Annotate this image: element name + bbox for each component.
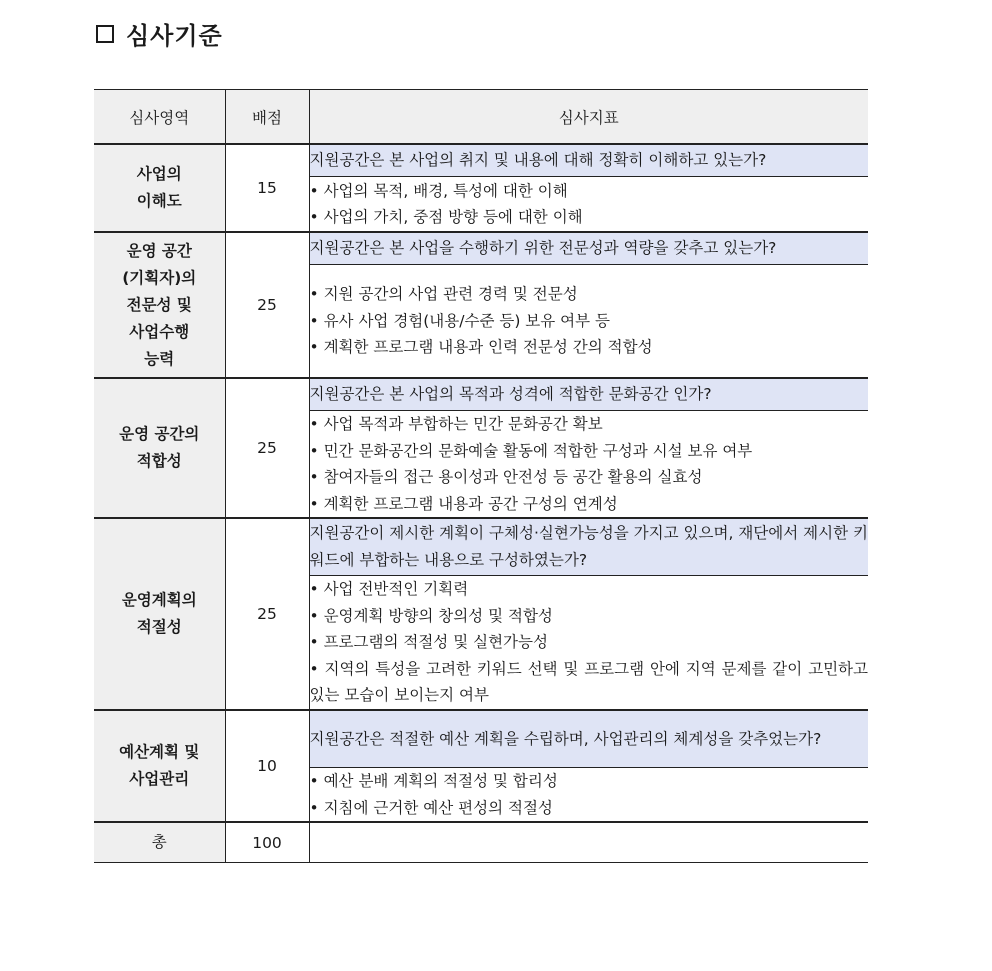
area-line: 적합성 bbox=[136, 452, 182, 470]
indicator-item: • 민간 문화공간의 문화예술 활동에 적합한 구성과 시설 보유 여부 bbox=[309, 441, 753, 460]
question-cell: 지원공간은 본 사업을 수행하기 위한 전문성과 역량을 갖추고 있는가? bbox=[309, 232, 868, 265]
score-cell: 15 bbox=[225, 144, 309, 232]
area-cell bbox=[94, 144, 225, 232]
area-line: 적절성 bbox=[136, 618, 182, 636]
question-cell: 지원공간은 본 사업의 목적과 성격에 적합한 문화공간 인가? bbox=[309, 378, 868, 411]
total-score: 100 bbox=[225, 822, 309, 863]
indicator-item: • 지역의 특성을 고려한 키워드 선택 및 프로그램 안에 지역 문제를 같이 고민하고 있는 모습이 보이는지 여부 bbox=[309, 659, 868, 705]
indicator-item: • 운영계획 방향의 창의성 및 적합성 bbox=[309, 606, 553, 625]
checkbox-square-icon bbox=[96, 25, 114, 43]
total-label: 총 bbox=[94, 822, 225, 863]
indicator-cell bbox=[309, 768, 868, 823]
area-line: 사업의 bbox=[136, 165, 182, 183]
area-line: (기획자)의 bbox=[122, 268, 197, 287]
indicator-item: • 프로그램의 적절성 및 실현가능성 bbox=[309, 633, 548, 652]
question-cell: 지원공간이 제시한 계획이 구체성·실현가능성을 가지고 있으며, 재단에서 제시한 키워드에 부합하는 내용으로 구성하였는가? bbox=[309, 518, 868, 576]
indicator-item: • 계획한 프로그램 내용과 인력 전문성 간의 적합성 bbox=[309, 338, 653, 357]
table-row bbox=[94, 378, 868, 411]
area-line: 이해도 bbox=[136, 192, 182, 210]
question-cell: 지원공간은 본 사업의 취지 및 내용에 대해 정확히 이해하고 있는가? bbox=[309, 144, 868, 177]
area-line: 전문성 및 bbox=[126, 295, 192, 314]
indicator-cell bbox=[309, 177, 868, 233]
table-row bbox=[94, 518, 868, 576]
score-cell: 25 bbox=[225, 232, 309, 378]
header-score: 배점 bbox=[225, 90, 309, 145]
indicator-item: • 사업의 목적, 배경, 특성에 대한 이해 bbox=[309, 181, 568, 200]
table-row bbox=[94, 144, 868, 177]
score-cell: 10 bbox=[225, 710, 309, 822]
indicator-item: • 계획한 프로그램 내용과 공간 구성의 연계성 bbox=[309, 494, 618, 513]
indicator-item: • 예산 분배 계획의 적절성 및 합리성 bbox=[309, 772, 558, 790]
indicator-cell bbox=[309, 576, 868, 711]
criteria-table bbox=[94, 89, 868, 863]
header-row bbox=[94, 90, 868, 145]
area-line: 운영계획의 bbox=[121, 591, 197, 609]
header-indicator: 심사지표 bbox=[309, 90, 868, 145]
indicator-item: • 사업의 가치, 중점 방향 등에 대한 이해 bbox=[309, 208, 583, 226]
area-line: 운영 공간의 bbox=[119, 425, 200, 443]
area-cell bbox=[94, 518, 225, 710]
score-cell: 25 bbox=[225, 378, 309, 518]
area-line: 운영 공간 bbox=[126, 241, 192, 260]
area-line: 능력 bbox=[144, 349, 175, 368]
indicator-item: • 사업 전반적인 기획력 bbox=[309, 580, 469, 599]
indicator-item: • 사업 목적과 부합하는 민간 문화공간 확보 bbox=[309, 415, 603, 433]
indicator-item: • 지침에 근거한 예산 편성의 적절성 bbox=[309, 798, 553, 817]
indicator-cell bbox=[309, 265, 868, 379]
indicator-cell bbox=[309, 411, 868, 519]
question-cell: 지원공간은 적절한 예산 계획을 수립하며, 사업관리의 체계성을 갖추었는가? bbox=[309, 710, 868, 768]
indicator-item: • 유사 사업 경험(내용/수준 등) 보유 여부 등 bbox=[309, 311, 611, 330]
area-line: 예산계획 및 bbox=[119, 743, 200, 761]
total-indicator bbox=[309, 822, 868, 863]
score-cell: 25 bbox=[225, 518, 309, 710]
area-cell bbox=[94, 232, 225, 378]
area-cell bbox=[94, 710, 225, 822]
indicator-item: • 지원 공간의 사업 관련 경력 및 전문성 bbox=[309, 285, 578, 304]
indicator-item: • 참여자들의 접근 용이성과 안전성 등 공간 활용의 실효성 bbox=[309, 468, 703, 486]
section-title-text: 심사기준 bbox=[126, 22, 223, 50]
table-row bbox=[94, 232, 868, 265]
table-row bbox=[94, 710, 868, 768]
section-title bbox=[96, 16, 223, 51]
header-area: 심사영역 bbox=[94, 90, 225, 145]
area-line: 사업관리 bbox=[129, 770, 190, 788]
area-cell bbox=[94, 378, 225, 518]
total-row bbox=[94, 822, 868, 863]
area-line: 사업수행 bbox=[129, 322, 190, 341]
